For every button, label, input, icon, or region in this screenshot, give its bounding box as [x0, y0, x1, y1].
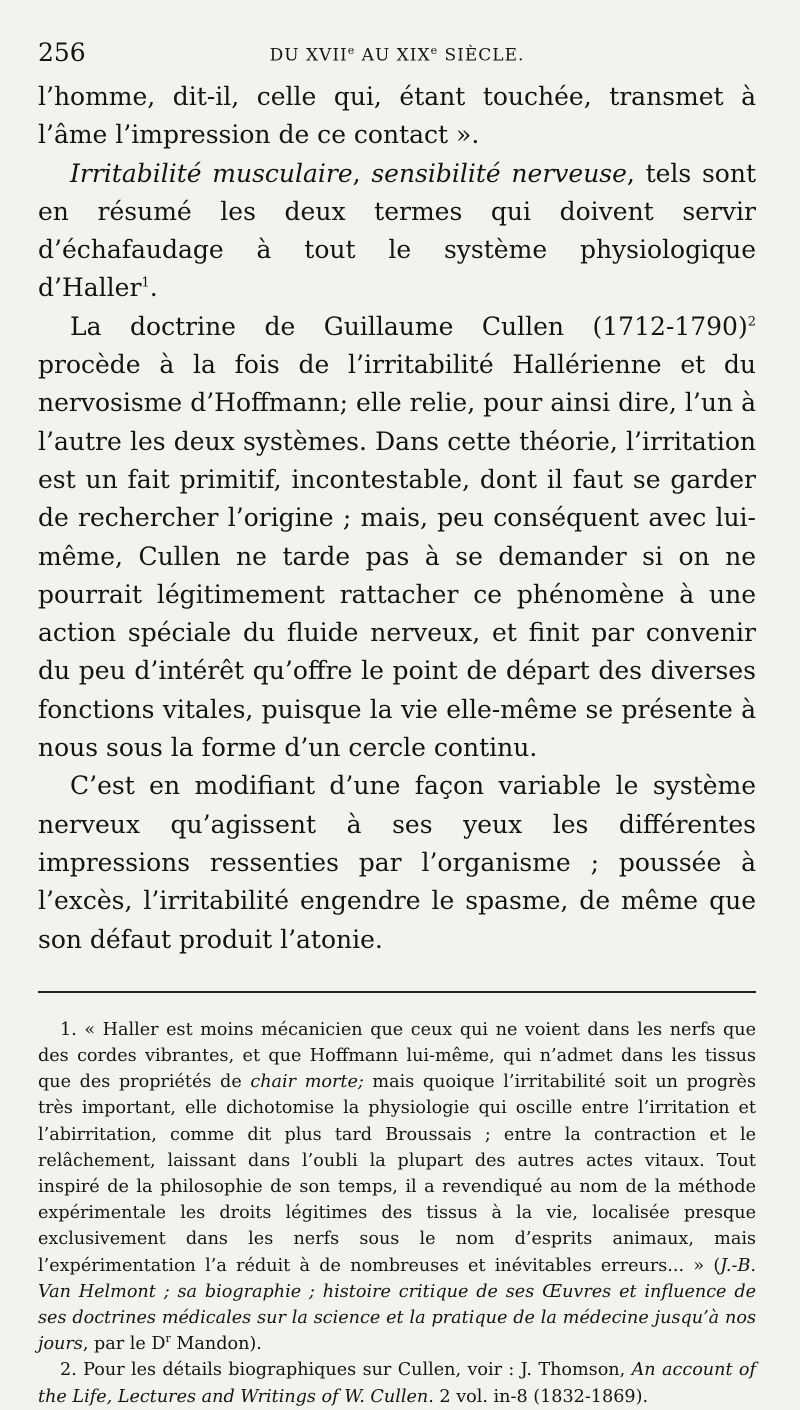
paragraph-continuation: l’homme, dit-il, celle qui, étant touchée, transmet à l’âme l’impression de ce contact ».: [38, 82, 756, 150]
footnote-divider: [38, 991, 756, 993]
footnotes: [38, 1017, 756, 1410]
page-header: [38, 38, 756, 78]
footnote-ref-2: 2: [747, 314, 756, 330]
footnote-ref-1: 1: [141, 276, 150, 292]
paragraph-haller: Irritabilité musculaire, sensibilité nerveuse, tels sont en résumé les deux termes qui doivent servir d’échafaudage à tout le système physiologique d’Haller$^1$.: [38, 158, 756, 303]
main-text: [38, 78, 756, 959]
footnote-2: 2. Pour les détails biographiques sur Cullen, voir : J. Thomson, An account of the Life, Lectures and Writings of W. Cullen. 2 vol. in-8 (1832-1869).: [38, 1360, 756, 1407]
running-head: DU XVIIe AU XIXe SIÈCLE.: [269, 44, 525, 66]
footnote-1: 1. « Haller est moins mécanicien que ceux qui ne voient dans les nerfs que des cordes vibrantes, et que Hoffmann lui-même, qui n’admet dans les tissus que des propriétés de chair morte; mais quoique l’irritabilité soit un progrès très important, elle dichotomise la physiologie qui oscille entre l’irritation et l’abirritation, comme dit plus tard Broussais ; entre la contraction et le relâchement, laissant dans l’oubli la plupart des autres actes vitaux. Tout inspiré de la philosophie de son temps, il a revendiqué au nom de la méthode expérimentale les droits légitimes des tissus à la vie, localisée presque exclusivement dans les nerfs sous le nom d’esprits animaux, mais l’expérimentation l’a réduit à de nombreuses et inévitables erreurs... » (J.-B. Van Helmont ; sa biographie ; histoire critique de ses Œuvres et influence de ses doctrines médicales sur la science et la pratique de la médecine jusqu’à nos jours, par le $D^r$ Mandon).: [38, 1019, 756, 1355]
page-number: 256: [38, 38, 86, 67]
paragraph-cullen: La doctrine de Guillaume Cullen (1712-1790)$^2$ procède à la fois de l’irritabilité Hallérienne et du nervosisme d’Hoffmann; elle relie, pour ainsi dire, l’un à l’autre les deux systèmes. Dans cette théorie, l’irritation est un fait primitif, incontestable, dont il faut se garder de rechercher l’origine ; mais, peu conséquent avec lui-même, Cullen ne tarde pas à se demander si on ne pourrait légitimement rattacher ce phénomène à une action spéciale du fluide nerveux, et finit par convenir du peu d’intérêt qu’offre le point de départ des diverses fonctions vitales, puisque la vie elle-même se présente à nous sous la forme d’un cercle continu.: [38, 311, 756, 763]
paragraph-nervous-system: C’est en modifiant d’une façon variable le système nerveux qu’agissent à ses yeux les différentes impressions ressenties par l’organisme ; poussée à l’excès, l’irritabilité engendre le spasme, de même que son défaut produit l’atonie.: [38, 771, 756, 954]
